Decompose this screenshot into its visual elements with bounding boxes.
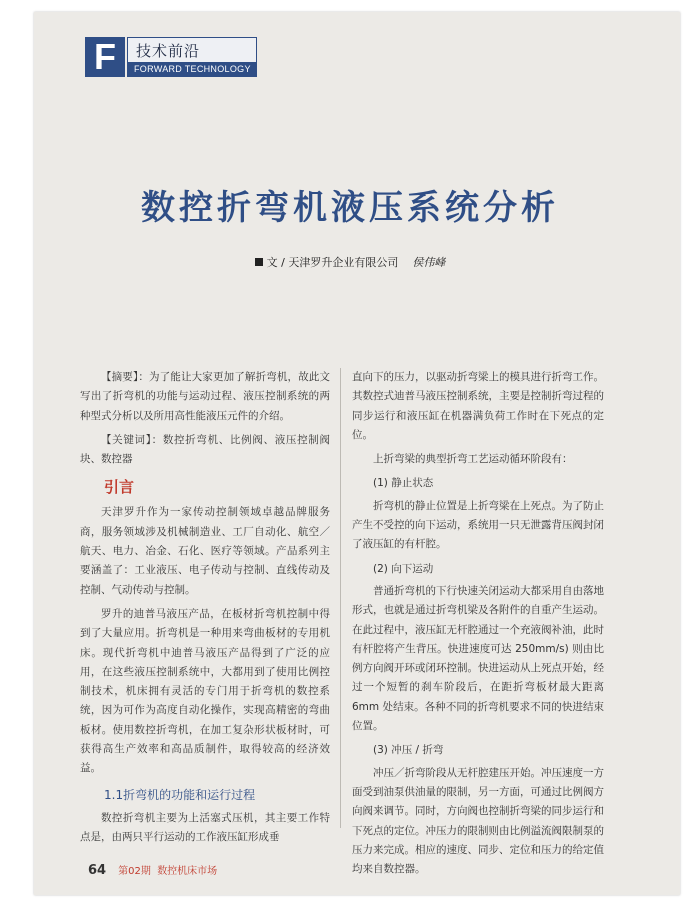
section-title-en: FORWARD TECHNOLOGY: [128, 62, 256, 76]
page-footer: [88, 862, 217, 878]
subsection-heading: 1.1折弯机的功能和运行过程: [104, 787, 256, 802]
section-label-box: [127, 37, 257, 77]
byline-author: 侯伟峰: [412, 256, 446, 269]
byline-affiliation: 文 / 天津罗升企业有限公司: [266, 256, 399, 269]
byline: [0, 254, 700, 270]
section-title-cn: 技术前沿: [136, 42, 201, 60]
abstract: 【摘要】：为了能让大家更加了解折弯机，故此文写出了折弯机的功能与运动过程、液压控制系统的两种型式分析以及所用高性能液压元件的介绍。: [80, 371, 330, 422]
subsection-paragraph: 数控折弯机主要为上活塞式压机，其主要工作特点是，由两只平行运动的工作液压缸形成垂: [80, 811, 330, 843]
byline-square-icon: [255, 258, 263, 266]
left-column: [80, 368, 330, 852]
column-divider: [340, 368, 341, 828]
right-column: [352, 368, 604, 884]
body-paragraph-3: 折弯机的静止位置是上折弯梁在上死点。为了防止产生不受控的向下运动，系统用一只无泄露背压阀封闭了液压缸的有杆腔。: [352, 499, 604, 551]
step-1-heading: (1) 静止状态: [373, 477, 434, 490]
intro-paragraph-1: 天津罗升作为一家传动控制领域卓越品牌服务商，服务领域涉及机械制造业、工厂自动化、航空／航天、电力、冶金、石化、医疗等领域。产品系列主要涵盖了：工业液压、电子传动与控制、直线传动及控制、气动传动与控制。: [80, 506, 330, 596]
intro-paragraph-2: 罗升的迪普马液压产品，在板材折弯机控制中得到了大量应用。折弯机是一种用来弯曲板材的专用机床。现代折弯机中迪普马液压产品得到了广泛的应用，在这些液压控制系统中，大都用到了使用比例控制技术，机床拥有灵活的专门用于折弯机的数控系统，因为可作为高度自动化操作，实现高精密的弯曲板材。使用数控折弯机，在加工复杂形状板材时，可获得高生产效率和高品质制件，取得较高的经济效益。: [80, 607, 330, 775]
step-3-heading: (3) 冲压 / 折弯: [373, 744, 444, 757]
keywords: 【关键词】：数控折弯机、比例阀、液压控制阀块、数控器: [80, 433, 330, 466]
page-number: 64: [88, 863, 107, 878]
body-paragraph-1: 直向下的压力，以驱动折弯梁上的模具进行折弯工作。其数控式迪普马液压控制系统，主要是控制折弯过程的同步运行和液压缸在机器满负荷工作时在下死点的定位。: [352, 371, 604, 441]
section-letter-icon: F: [85, 37, 125, 77]
magazine-name: 数控机床市场: [157, 866, 218, 877]
article-title: 数控折弯机液压系统分析: [141, 188, 559, 228]
intro-heading: 引言: [104, 478, 135, 497]
issue-number: 第02期: [118, 866, 151, 877]
step-2-heading: (2) 向下运动: [373, 562, 434, 575]
body-paragraph-2: 上折弯梁的典型折弯工艺运动循环阶段有：: [373, 453, 573, 466]
body-paragraph-5: 冲压／折弯阶段从无杆腔建压开始。冲压速度一方面受到油泵供油量的限制，另一方面，可通过比例阀方向阀来调节。同时，方向阀也控制折弯梁的同步运行和下死点的定位。冲压力的限制则由比例溢流阀限制泵的压力来完成。相应的速度、同步、定位和压力的给定值均来自数控器。: [352, 766, 604, 876]
body-paragraph-4: 普通折弯机的下行快速关闭运动大都采用自由落地形式，也就是通过折弯机梁及各附件的自重产生运动。在此过程中，液压缸无杆腔通过一个充液阀补油，此时有杆腔将产生背压。快进速度可达 250mm/s) 则由比例方向阀开环或闭环控制。快进运动从上死点开始，经过一个短暂的刹车阶段后，在距折弯板材最大距离 6mm 处结束。各种不同的折弯机要求不同的快进结束位置。: [352, 584, 604, 733]
